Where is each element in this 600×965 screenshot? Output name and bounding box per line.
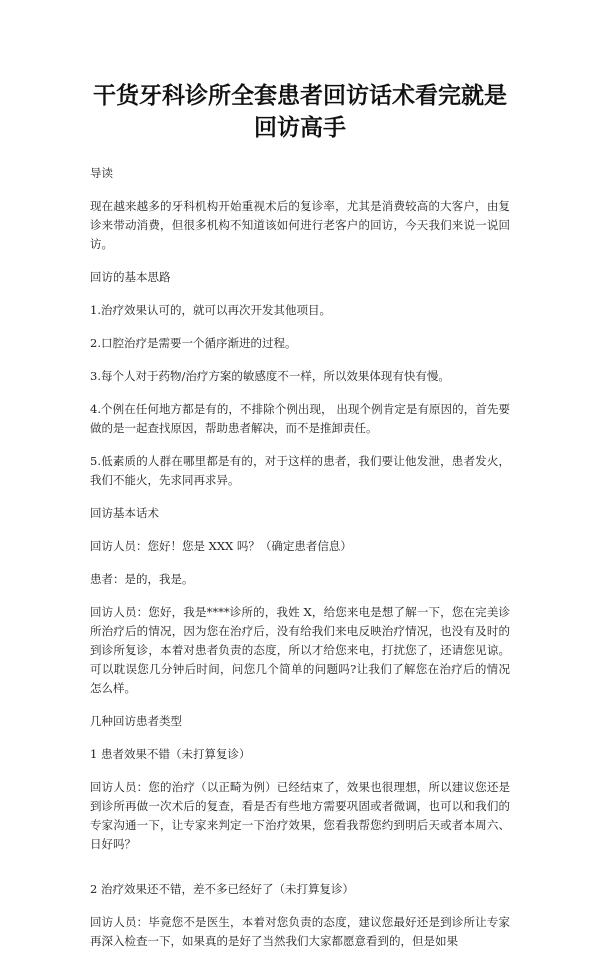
intro-heading: 导读 [90,166,113,180]
list-item-3: 3.每个人对于药物/治疗方案的敏感度不一样，所以效果体现有快有慢。 [90,369,450,383]
dialogue-line: 回访人员：您好，我是****诊所的，我姓 X，给您来电是想了解一下，您在完美诊所治疗后的情况，因为您在治疗后，没有给我们来电反映治疗情况，也没有及时的到诊所复诊，本着对患者负责的态度，所以才给您来电，打扰您了，还请您见谅。可以耽误您几分钟后时间，问您几个简单的问题吗?让我们了解您在治疗后的情况怎么样。 [90,605,510,695]
list-item-1: 1.治疗效果认可的，就可以再次开发其他项目。 [90,303,331,317]
patient-type-heading: 1 患者效果不错（未打算复诊） [90,747,251,761]
dialogue-line: 回访人员：您好！您是 XXX 吗？（确定患者信息） [90,539,352,553]
section-heading-basic-ideas: 回访的基本思路 [90,270,171,284]
document-page [90,80,510,965]
title-line-1: 干货牙科诊所全套患者回访话术看完就是 [93,82,507,109]
list-item-2: 2.口腔治疗是需要一个循序渐进的过程。 [90,336,297,350]
title-line-2: 回访高手 [254,114,346,141]
spacer [90,868,510,880]
list-item-4: 4.个例在任何地方都是有的，不排除个例出现， 出现个例肯定是有原因的，首先要做的是一起查找原因，帮助患者解决，而不是推卸责任。 [90,402,510,435]
list-item-5: 5.低素质的人群在哪里都是有的，对于这样的患者，我们要让他发泄，患者发火，我们不能火，先求同再求异。 [90,454,510,487]
section-heading-basic-script: 回访基本话术 [90,506,159,520]
dialogue-line: 回访人员：毕竟您不是医生，本着对您负责的态度，建议您最好还是到诊所让专家再深入检查一下，如果真的是好了当然我们大家都愿意看到的，但是如果 [90,915,510,948]
dialogue-line: 回访人员：您的治疗（以正畸为例）已经结束了，效果也很理想，所以建议您还是到诊所再做一次术后的复查，看是否有些地方需要巩固或者微调，也可以和我们的专家沟通一下，让专家来判定一下治疗效果，您看我帮您约到明后天或者本周六、日好吗？ [90,780,510,851]
patient-type-heading: 2 治疗效果还不错，差不多已经好了（未打算复诊） [90,882,354,896]
dialogue-line: 患者：是的，我是。 [90,572,194,586]
document-title [70,80,530,144]
section-heading-patient-types: 几种回访患者类型 [90,714,182,728]
intro-paragraph: 现在越来越多的牙科机构开始重视术后的复诊率，尤其是消费较高的大客户，由复诊来带动消费，但很多机构不知道该如何进行老客户的回访，今天我们来说一说回访。 [90,199,510,251]
